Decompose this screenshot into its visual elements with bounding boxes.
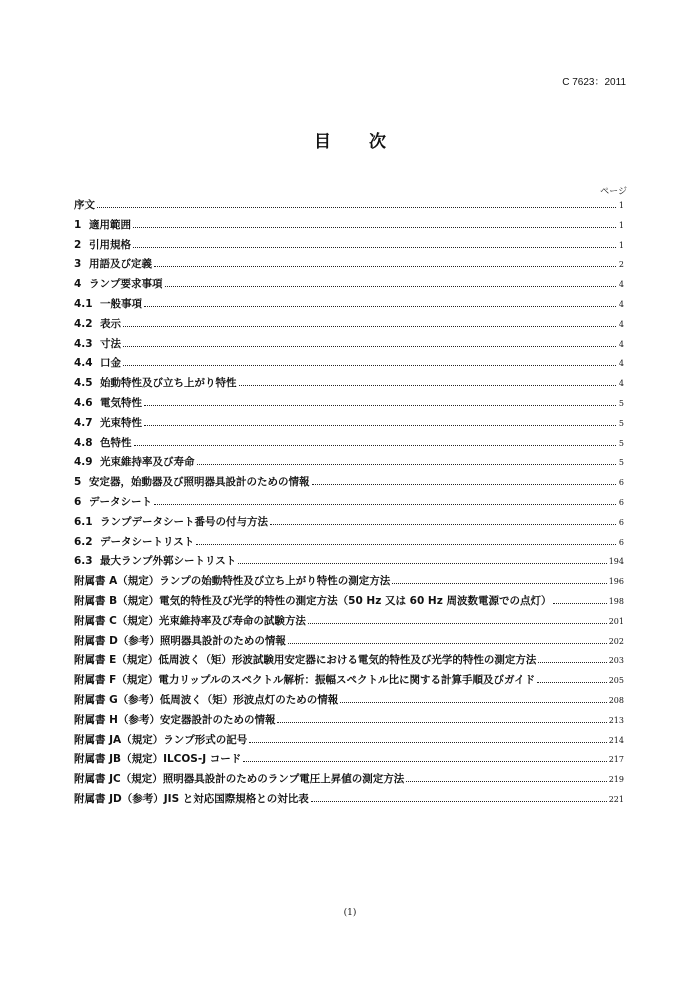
toc-entry-number: 2 xyxy=(74,238,82,251)
toc-entry-label: 序文 xyxy=(74,199,95,211)
page-number: (1) xyxy=(343,908,357,918)
toc-entry[interactable] xyxy=(74,296,624,316)
toc-entry[interactable] xyxy=(74,454,624,474)
toc-entry-page: 6 xyxy=(618,478,624,488)
toc-entry-number: 4 xyxy=(74,278,82,291)
toc-entry-page: 205 xyxy=(608,676,624,686)
toc-entry-number: 3 xyxy=(74,258,82,271)
toc-leader-dots xyxy=(277,722,606,723)
toc-entry[interactable] xyxy=(74,197,624,217)
toc-entry-number: 6.2 xyxy=(74,535,93,548)
toc-leader-dots xyxy=(553,603,606,604)
toc-entry-label: 附属書 C（規定）光束維持率及び寿命の試験方法 xyxy=(74,614,306,627)
toc-leader-dots xyxy=(288,643,607,644)
toc-entry[interactable] xyxy=(74,692,624,712)
toc-entry[interactable] xyxy=(74,415,624,435)
toc-entry-page: 201 xyxy=(608,616,624,626)
toc-entry-page: 214 xyxy=(608,735,624,745)
toc-entry-number: 6 xyxy=(74,495,82,508)
toc-entry[interactable] xyxy=(74,336,624,356)
toc-entry[interactable] xyxy=(74,633,624,653)
toc-leader-dots xyxy=(538,662,606,663)
toc-entry-label: 附属書 JB（規定）ILCOS-J コード xyxy=(74,753,242,766)
toc-entry-label: 電気特性 xyxy=(100,396,142,409)
toc-entry[interactable] xyxy=(74,573,624,593)
toc-entry-page: 4 xyxy=(618,299,624,309)
toc-leader-dots xyxy=(134,445,617,446)
toc-entry-page: 5 xyxy=(618,458,624,468)
toc-entry[interactable] xyxy=(74,534,624,554)
toc-entry[interactable] xyxy=(74,355,624,375)
toc-entry[interactable] xyxy=(74,217,624,237)
table-of-contents xyxy=(74,197,624,811)
toc-leader-dots xyxy=(144,405,616,406)
toc-leader-dots xyxy=(270,524,616,525)
toc-entry-number: 4.2 xyxy=(74,317,93,330)
toc-entry-number: 6.1 xyxy=(74,515,93,528)
toc-leader-dots xyxy=(123,365,616,366)
toc-leader-dots xyxy=(154,266,616,267)
toc-entry[interactable] xyxy=(74,435,624,455)
toc-entry-number: 4.6 xyxy=(74,396,93,409)
toc-entry-label: 附属書 B（規定）電気的特性及び光学的特性の測定方法（50 Hz 又は 60 Hz 周波数電源での点灯） xyxy=(74,594,552,607)
toc-leader-dots xyxy=(243,761,606,762)
toc-entry-number: 4.7 xyxy=(74,416,93,429)
toc-entry-label: 附属書 G（参考）低周波く（矩）形波点灯のための情報 xyxy=(74,693,339,706)
toc-entry-page: 217 xyxy=(608,755,624,765)
toc-entry[interactable] xyxy=(74,514,624,534)
toc-leader-dots xyxy=(196,544,616,545)
toc-entry-label: 光束維持率及び寿命 xyxy=(100,456,195,469)
toc-entry-page: 6 xyxy=(618,537,624,547)
toc-leader-dots xyxy=(97,207,616,208)
toc-entry-label: 附属書 D（参考）照明器具設計のための情報 xyxy=(74,634,286,647)
toc-entry[interactable] xyxy=(74,751,624,771)
toc-leader-dots xyxy=(537,682,607,683)
toc-entry-page: 203 xyxy=(608,656,624,666)
toc-entry-label: 附属書 JD（参考）JIS と対応国際規格との対比表 xyxy=(74,792,309,805)
toc-entry-number: 4.1 xyxy=(74,297,93,310)
toc-leader-dots xyxy=(308,623,607,624)
toc-entry-page: 4 xyxy=(618,339,624,349)
toc-entry[interactable] xyxy=(74,672,624,692)
toc-leader-dots xyxy=(392,583,606,584)
toc-entry[interactable] xyxy=(74,652,624,672)
toc-entry-page: 194 xyxy=(608,557,624,567)
toc-entry-page: 213 xyxy=(608,715,624,725)
toc-entry[interactable] xyxy=(74,553,624,573)
toc-entry-page: 1 xyxy=(618,201,624,210)
page-column-label: ページ xyxy=(600,187,627,197)
toc-leader-dots xyxy=(154,504,616,505)
toc-entry-label: 附属書 H（参考）安定器設計のための情報 xyxy=(74,713,276,726)
toc-entry-number: 4.3 xyxy=(74,337,93,350)
toc-entry-label: 附属書 JC（規定）照明器具設計のためのランプ電圧上昇値の測定方法 xyxy=(74,773,405,786)
toc-entry-number: 1 xyxy=(74,218,82,231)
toc-entry[interactable] xyxy=(74,732,624,752)
toc-entry-label: ランプ要求事項 xyxy=(89,278,163,291)
toc-entry-page: 5 xyxy=(618,398,624,408)
toc-entry[interactable] xyxy=(74,494,624,514)
toc-entry-number: 6.3 xyxy=(74,555,93,568)
toc-entry-page: 2 xyxy=(618,260,624,270)
toc-entry-page: 198 xyxy=(608,596,624,606)
document-code: C 7623：2011 xyxy=(562,77,626,88)
toc-entry[interactable] xyxy=(74,316,624,336)
toc-entry-page: 1 xyxy=(618,220,624,230)
toc-entry-page: 221 xyxy=(608,794,624,804)
toc-entry-number: 4.8 xyxy=(74,436,93,449)
toc-entry-label: 安定器，始動器及び照明器具設計のための情報 xyxy=(89,476,310,489)
toc-entry[interactable] xyxy=(74,771,624,791)
toc-entry-label: 附属書 F（規定）電力リップルのスペクトル解析：振幅スペクトル比に関する計算手順及びガイド xyxy=(74,674,536,687)
toc-entry-label: 適用範囲 xyxy=(89,218,131,231)
toc-entry[interactable] xyxy=(74,256,624,276)
toc-entry[interactable] xyxy=(74,791,624,811)
toc-entry[interactable] xyxy=(74,593,624,613)
toc-leader-dots xyxy=(133,247,616,248)
toc-leader-dots xyxy=(123,346,616,347)
toc-entry-number: 4.9 xyxy=(74,456,93,469)
toc-entry-page: 1 xyxy=(618,240,624,250)
toc-entry-page: 219 xyxy=(608,775,624,785)
toc-entry-page: 6 xyxy=(618,517,624,527)
toc-entry-page: 196 xyxy=(608,577,624,587)
toc-leader-dots xyxy=(406,781,606,782)
toc-entry-label: 附属書 E（規定）低周波く（矩）形波試験用安定器における電気的特性及び光学的特性の測定方法 xyxy=(74,654,537,667)
toc-entry-label: 光束特性 xyxy=(100,416,142,429)
toc-entry-page: 5 xyxy=(618,438,624,448)
toc-leader-dots xyxy=(312,484,617,485)
toc-entry-label: 引用規格 xyxy=(89,238,131,251)
toc-leader-dots xyxy=(133,227,616,228)
toc-entry-page: 202 xyxy=(608,636,624,646)
toc-entry[interactable] xyxy=(74,395,624,415)
toc-entry-page: 4 xyxy=(618,280,624,290)
toc-entry[interactable] xyxy=(74,375,624,395)
toc-entry-label: 附属書 A（規定）ランプの始動特性及び立ち上がり特性の測定方法 xyxy=(74,575,391,588)
toc-leader-dots xyxy=(249,742,607,743)
toc-leader-dots xyxy=(197,464,617,465)
toc-entry-label: 一般事項 xyxy=(100,297,142,310)
toc-leader-dots xyxy=(239,385,617,386)
toc-entry-label: ランプデータシート番号の付与方法 xyxy=(100,515,268,528)
toc-entry-page: 4 xyxy=(618,359,624,369)
toc-entry[interactable] xyxy=(74,237,624,257)
toc-leader-dots xyxy=(238,563,606,564)
toc-entry-label: 附属書 JA（規定）ランプ形式の記号 xyxy=(74,733,248,746)
toc-leader-dots xyxy=(311,801,607,802)
page-title: 目 次 xyxy=(314,132,402,152)
toc-leader-dots xyxy=(340,702,606,703)
toc-entry-page: 4 xyxy=(618,319,624,329)
toc-leader-dots xyxy=(165,286,617,287)
toc-entry-label: 色特性 xyxy=(100,436,132,449)
toc-entry-label: データシート xyxy=(89,495,152,508)
toc-entry[interactable] xyxy=(74,276,624,296)
toc-entry-label: 用語及び定義 xyxy=(89,258,152,271)
toc-entry-number: 4.4 xyxy=(74,357,93,370)
toc-leader-dots xyxy=(123,326,616,327)
toc-entry-label: 表示 xyxy=(100,317,121,330)
toc-entry[interactable] xyxy=(74,613,624,633)
toc-entry-label: データシートリスト xyxy=(100,535,195,548)
toc-entry[interactable] xyxy=(74,474,624,494)
toc-entry-number: 5 xyxy=(74,476,82,489)
toc-entry-page: 6 xyxy=(618,497,624,507)
toc-entry-label: 寸法 xyxy=(100,337,121,350)
toc-entry-page: 208 xyxy=(608,695,624,705)
toc-leader-dots xyxy=(144,425,616,426)
toc-entry-label: 最大ランプ外郭シートリスト xyxy=(100,555,237,568)
toc-entry-label: 口金 xyxy=(100,357,121,370)
toc-entry-number: 4.5 xyxy=(74,377,93,390)
toc-entry-page: 5 xyxy=(618,418,624,428)
toc-entry-page: 4 xyxy=(618,379,624,389)
toc-leader-dots xyxy=(144,306,616,307)
toc-entry[interactable] xyxy=(74,712,624,732)
toc-entry-label: 始動特性及び立ち上がり特性 xyxy=(100,377,237,390)
